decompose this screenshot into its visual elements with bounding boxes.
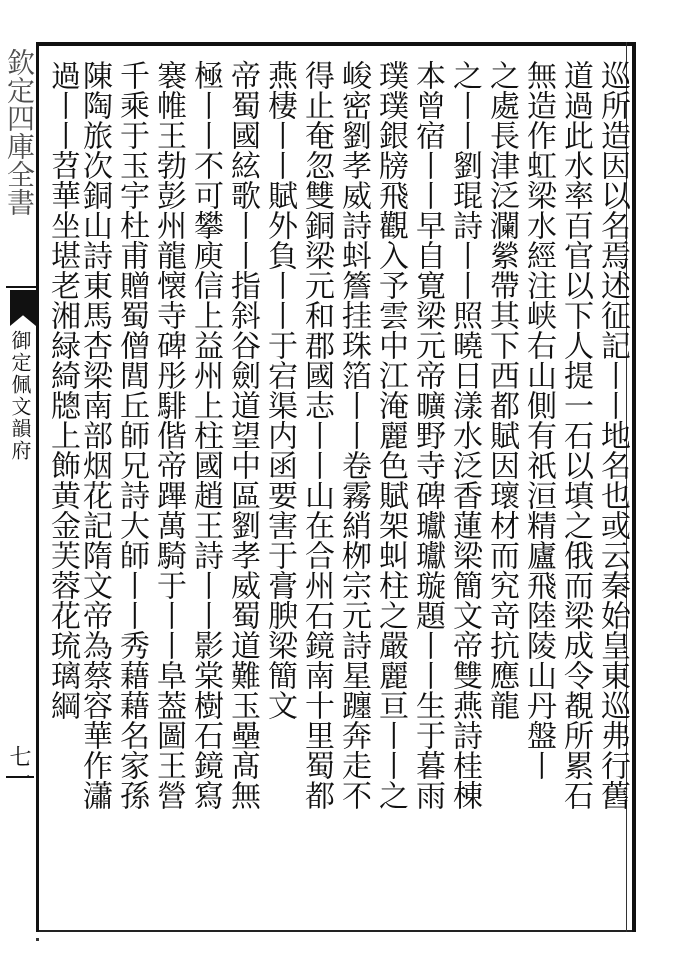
fold-top-title: 欽定四庫全書 <box>3 48 36 216</box>
text-column-6: 本曾宿丨丨早自寛梁元帝曠野寺碑瓛瓛璇題丨丨生于暮雨 <box>410 60 445 810</box>
frame-top <box>36 42 636 46</box>
text-column-5: 之丨丨劉琨詩丨丨照曉日漾水泛香蓮梁簡文帝雙燕詩桂棟 <box>447 60 482 810</box>
text-column-12: 極丨丨不可攀庾信上益州上柱國趙王詩丨丨影棠樹石鏡寫 <box>188 60 223 810</box>
fish-tail-rule <box>6 286 38 288</box>
text-column-7: 璞璞銀牓飛觀入予雲中江淹麗色賦架虯柱之嚴麗亘丨丨之 <box>373 60 408 810</box>
text-column-13: 褰帷王勃彭州龍懐寺碑彤騑偕帝蹕萬騎于丨丨阜葢圖王營 <box>151 60 186 810</box>
fold-book-title: 御定佩文韻府 <box>8 330 32 462</box>
frame-left <box>36 42 39 932</box>
text-column-3: 無造作虹梁水經注峡右山側有祇洹精廬飛陸陵山丹盤丨 <box>521 60 556 780</box>
text-column-2: 道過此水率百官以下人提一石以填之俄而梁成令覩所累石 <box>558 60 593 810</box>
text-column-16: 過丨丨苕華坐堪老湘緑綺牕上飾黄金芙蓉花琉璃綱 <box>45 60 80 720</box>
text-column-4: 之處長津泛瀾縈帶其下西都賦因瓌材而究竒抗應龍 <box>484 60 519 720</box>
text-column-10: 燕棲丨丨賦外負丨丨于宕渠内函要害于膏腴梁簡文 <box>262 60 297 720</box>
text-column-1: 巡所造因以名焉述征記丨丨地名也或云秦始皇東巡弗行舊 <box>595 60 630 810</box>
text-column-8: 峻密劉孝威詩蚪簷挂珠箔丨丨卷霧綃栁宗元詩星躔奔走不 <box>336 60 371 810</box>
text-column-9: 得止奄忽雙銅梁元和郡國志丨丨山在合州石鏡南十里蜀都 <box>299 60 334 810</box>
text-column-15: 陳陶旅次銅山詩東馬杏梁南部烟花記隋文帝為蔡容華作瀟 <box>77 60 112 810</box>
frame-bottom <box>36 930 636 932</box>
text-column-14: 千乘于玉宇杜甫贈蜀僧閭丘師兄詩大師丨丨秀藉藉名家孫 <box>114 60 149 810</box>
page-number: 七一 <box>6 745 31 789</box>
text-column-11: 帝蜀國絃歌丨丨指斜谷劍道望中區劉孝威蜀道難玉壘髙無 <box>225 60 260 810</box>
speck <box>36 938 39 941</box>
